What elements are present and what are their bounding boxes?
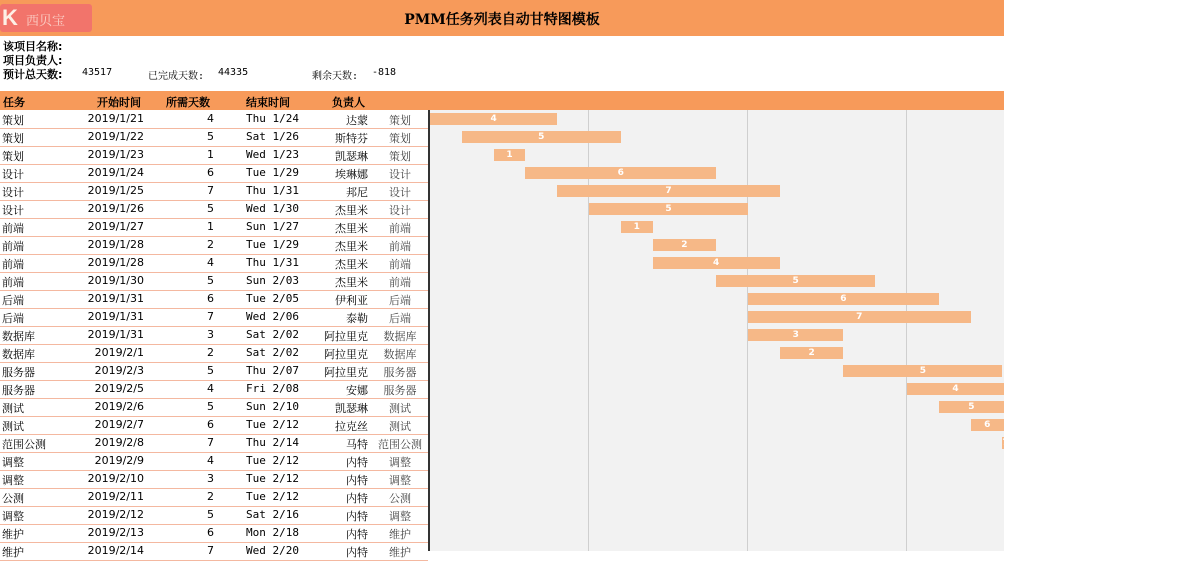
task-tag-cell: 后端 xyxy=(389,312,411,325)
end-date-cell: Sun 1/27 xyxy=(246,220,299,233)
done-days-value: 44335 xyxy=(218,67,249,78)
days-cell: 4 xyxy=(207,382,214,395)
task-tag-cell: 调整 xyxy=(389,456,411,469)
title-bar xyxy=(0,0,1004,36)
gantt-bar: 6 xyxy=(748,293,939,305)
table-row xyxy=(0,416,428,435)
table-row xyxy=(0,326,428,345)
end-date-cell: Thu 2/07 xyxy=(246,364,299,377)
task-cell: 后端 xyxy=(2,294,24,307)
end-date-cell: Tue 1/29 xyxy=(246,166,299,179)
owner-cell: 凯瑟琳 xyxy=(335,402,368,415)
task-cell: 策划 xyxy=(2,132,24,145)
task-tag-cell: 数据库 xyxy=(383,348,417,361)
table-row xyxy=(0,236,428,255)
owner-cell: 内特 xyxy=(346,510,368,523)
days-cell: 5 xyxy=(207,202,214,215)
task-tag-cell: 调整 xyxy=(389,510,411,523)
table-row xyxy=(0,290,428,309)
days-cell: 7 xyxy=(207,184,214,197)
task-tag-cell: 设计 xyxy=(389,186,411,199)
days-cell: 1 xyxy=(207,148,214,161)
days-cell: 4 xyxy=(207,112,214,125)
task-cell: 设计 xyxy=(2,204,24,217)
start-date-cell: 2019/2/9 xyxy=(94,454,144,467)
task-cell: 测试 xyxy=(2,402,24,415)
gantt-bar: 5 xyxy=(716,275,875,287)
table-row xyxy=(0,146,428,165)
task-cell: 维护 xyxy=(2,528,24,541)
gantt-bar: 5 xyxy=(462,131,621,143)
end-date-cell: Sun 2/03 xyxy=(246,274,299,287)
table-row xyxy=(0,398,428,417)
task-tag-cell: 服务器 xyxy=(383,366,417,379)
start-date-cell: 2019/1/26 xyxy=(87,202,144,215)
start-date-cell: 2019/2/11 xyxy=(87,490,144,503)
end-date-cell: Wed 1/23 xyxy=(246,148,299,161)
total-days-value: 43517 xyxy=(82,67,113,78)
days-cell: 7 xyxy=(207,310,214,323)
task-tag-cell: 范围公测 xyxy=(378,438,422,451)
gantt-bar: 2 xyxy=(653,239,717,251)
owner-cell: 内特 xyxy=(346,456,368,469)
owner-cell: 阿拉里克 xyxy=(324,366,368,379)
task-tag-cell: 测试 xyxy=(389,420,411,433)
owner-cell: 杰里米 xyxy=(335,258,368,271)
gantt-bar: 1 xyxy=(494,149,526,161)
owner-cell: 安娜 xyxy=(346,384,368,397)
task-tag-cell: 前端 xyxy=(389,240,411,253)
table-row xyxy=(0,110,428,129)
owner-cell: 内特 xyxy=(346,492,368,505)
task-cell: 设计 xyxy=(2,186,24,199)
owner-cell: 内特 xyxy=(346,546,368,559)
table-row xyxy=(0,128,428,147)
end-date-cell: Tue 2/12 xyxy=(246,418,299,431)
start-date-cell: 2019/2/13 xyxy=(87,526,144,539)
table-row xyxy=(0,254,428,273)
days-cell: 2 xyxy=(207,238,214,251)
end-date-cell: Sun 2/10 xyxy=(246,400,299,413)
start-date-cell: 2019/1/28 xyxy=(87,238,144,251)
gantt-gridline xyxy=(906,110,907,551)
gantt-bar: 4 xyxy=(430,113,557,125)
done-days-label: 已完成天数: xyxy=(148,71,205,82)
end-date-cell: Tue 1/29 xyxy=(246,238,299,251)
owner-cell: 埃琳娜 xyxy=(335,168,368,181)
task-tag-cell: 前端 xyxy=(389,222,411,235)
task-cell: 策划 xyxy=(2,114,24,127)
gantt-bar: 5 xyxy=(939,401,1004,413)
end-date-cell: Tue 2/12 xyxy=(246,454,299,467)
task-tag-cell: 设计 xyxy=(389,204,411,217)
gantt-bar: 4 xyxy=(907,383,1004,395)
task-tag-cell: 后端 xyxy=(389,294,411,307)
task-tag-cell: 公测 xyxy=(389,492,411,505)
owner-cell: 内特 xyxy=(346,474,368,487)
gantt-bar: 6 xyxy=(525,167,716,179)
days-cell: 2 xyxy=(207,346,214,359)
start-date-cell: 2019/2/8 xyxy=(94,436,144,449)
start-date-cell: 2019/2/3 xyxy=(94,364,144,377)
task-cell: 公测 xyxy=(2,492,24,505)
gantt-chart-area: 4 5 1 6 7 5 1 2 4 5 6 7 3 2 5 4 5 6 7 4 3 2 5 6 7 xyxy=(430,110,1004,551)
owner-cell: 邦尼 xyxy=(346,186,368,199)
task-cell: 调整 xyxy=(2,510,24,523)
task-tag-cell: 设计 xyxy=(389,168,411,181)
header-owner: 负责人 xyxy=(332,96,365,109)
task-cell: 调整 xyxy=(2,474,24,487)
task-cell: 范围公测 xyxy=(2,438,46,451)
start-date-cell: 2019/2/14 xyxy=(87,544,144,557)
end-date-cell: Fri 2/08 xyxy=(246,382,299,395)
task-tag-cell: 服务器 xyxy=(383,384,417,397)
gantt-bar: 5 xyxy=(589,203,748,215)
days-cell: 2 xyxy=(207,490,214,503)
table-row xyxy=(0,542,428,561)
gantt-bar: 6 xyxy=(971,419,1004,431)
days-cell: 7 xyxy=(207,544,214,557)
gantt-bar: 5 xyxy=(843,365,1002,377)
owner-cell: 斯特芬 xyxy=(335,132,368,145)
days-cell: 3 xyxy=(207,472,214,485)
days-cell: 6 xyxy=(207,418,214,431)
gantt-bar: 7 xyxy=(748,311,971,323)
days-cell: 3 xyxy=(207,328,214,341)
task-cell: 服务器 xyxy=(2,366,35,379)
owner-cell: 杰里米 xyxy=(335,240,368,253)
table-row xyxy=(0,506,428,525)
owner-cell: 泰勒 xyxy=(346,312,368,325)
owner-cell: 伊利亚 xyxy=(335,294,368,307)
gantt-bar: 4 xyxy=(653,257,780,269)
table-row xyxy=(0,308,428,327)
days-cell: 5 xyxy=(207,130,214,143)
owner-cell: 阿拉里克 xyxy=(324,348,368,361)
task-cell: 前端 xyxy=(2,258,24,271)
task-cell: 策划 xyxy=(2,150,24,163)
start-date-cell: 2019/1/31 xyxy=(87,328,144,341)
end-date-cell: Mon 2/18 xyxy=(246,526,299,539)
column-header-row xyxy=(0,91,1004,110)
start-date-cell: 2019/2/5 xyxy=(94,382,144,395)
end-date-cell: Thu 1/31 xyxy=(246,184,299,197)
project-name-label: 该项目名称: xyxy=(3,40,63,53)
project-info xyxy=(0,36,1004,90)
end-date-cell: Sat 2/02 xyxy=(246,346,299,359)
task-cell: 维护 xyxy=(2,546,24,559)
task-cell: 后端 xyxy=(2,312,24,325)
task-cell: 前端 xyxy=(2,276,24,289)
start-date-cell: 2019/1/25 xyxy=(87,184,144,197)
days-cell: 5 xyxy=(207,400,214,413)
task-tag-cell: 维护 xyxy=(389,546,411,559)
owner-cell: 阿拉里克 xyxy=(324,330,368,343)
start-date-cell: 2019/1/24 xyxy=(87,166,144,179)
table-row xyxy=(0,434,428,453)
task-cell: 测试 xyxy=(2,420,24,433)
header-days: 所需天数 xyxy=(166,96,210,109)
table-row xyxy=(0,164,428,183)
start-date-cell: 2019/1/31 xyxy=(87,292,144,305)
owner-cell: 杰里米 xyxy=(335,276,368,289)
header-start: 开始时间 xyxy=(97,96,141,109)
task-cell: 数据库 xyxy=(2,330,35,343)
task-cell: 前端 xyxy=(2,240,24,253)
days-cell: 4 xyxy=(207,256,214,269)
days-cell: 6 xyxy=(207,166,214,179)
end-date-cell: Sat 1/26 xyxy=(246,130,299,143)
owner-cell: 杰里米 xyxy=(335,204,368,217)
task-tag-cell: 维护 xyxy=(389,528,411,541)
days-cell: 6 xyxy=(207,526,214,539)
owner-cell: 达蒙 xyxy=(346,114,368,127)
logo-text: 西贝宝 xyxy=(26,14,66,29)
logo-k-icon: K xyxy=(2,5,18,30)
start-date-cell: 2019/1/27 xyxy=(87,220,144,233)
table-row xyxy=(0,344,428,363)
start-date-cell: 2019/2/10 xyxy=(87,472,144,485)
task-tag-cell: 测试 xyxy=(389,402,411,415)
task-cell: 服务器 xyxy=(2,384,35,397)
task-tag-cell: 数据库 xyxy=(383,330,417,343)
task-tag-cell: 策划 xyxy=(389,150,411,163)
owner-cell: 马特 xyxy=(346,438,368,451)
owner-cell: 凯瑟琳 xyxy=(335,150,368,163)
table-row xyxy=(0,272,428,291)
header-task: 任务 xyxy=(3,96,25,109)
end-date-cell: Thu 1/31 xyxy=(246,256,299,269)
start-date-cell: 2019/1/23 xyxy=(87,148,144,161)
table-row xyxy=(0,218,428,237)
task-tag-cell: 前端 xyxy=(389,276,411,289)
remain-days-label: 剩余天数: xyxy=(312,71,359,82)
end-date-cell: Thu 2/14 xyxy=(246,436,299,449)
table-row xyxy=(0,200,428,219)
start-date-cell: 2019/2/1 xyxy=(94,346,144,359)
days-cell: 6 xyxy=(207,292,214,305)
total-days-label: 预计总天数: xyxy=(3,68,63,81)
table-row xyxy=(0,488,428,507)
table-row xyxy=(0,362,428,381)
owner-cell: 内特 xyxy=(346,528,368,541)
days-cell: 5 xyxy=(207,364,214,377)
start-date-cell: 2019/1/22 xyxy=(87,130,144,143)
task-tag-cell: 前端 xyxy=(389,258,411,271)
table-row xyxy=(0,380,428,399)
days-cell: 5 xyxy=(207,508,214,521)
task-cell: 调整 xyxy=(2,456,24,469)
gantt-bar: 1 xyxy=(621,221,653,233)
owner-cell: 拉克丝 xyxy=(335,420,368,433)
sheet-title: PMM任务列表自动甘特图模板 xyxy=(404,12,600,28)
task-cell: 前端 xyxy=(2,222,24,235)
gantt-bar: 7 xyxy=(557,185,780,197)
end-date-cell: Tue 2/12 xyxy=(246,490,299,503)
remain-days-value: -818 xyxy=(372,67,397,78)
end-date-cell: Wed 2/06 xyxy=(246,310,299,323)
end-date-cell: Wed 2/20 xyxy=(246,544,299,557)
end-date-cell: Tue 2/12 xyxy=(246,472,299,485)
gantt-bar: 3 xyxy=(748,329,843,341)
task-tag-cell: 策划 xyxy=(389,132,411,145)
owner-cell: 杰里米 xyxy=(335,222,368,235)
task-cell: 数据库 xyxy=(2,348,35,361)
start-date-cell: 2019/1/21 xyxy=(87,112,144,125)
project-owner-label: 项目负责人: xyxy=(3,54,63,67)
task-cell: 设计 xyxy=(2,168,24,181)
days-cell: 7 xyxy=(207,436,214,449)
start-date-cell: 2019/2/12 xyxy=(87,508,144,521)
start-date-cell: 2019/1/31 xyxy=(87,310,144,323)
gantt-bar: 2 xyxy=(780,347,844,359)
watermark-logo xyxy=(0,4,92,32)
end-date-cell: Wed 1/30 xyxy=(246,202,299,215)
end-date-cell: Tue 2/05 xyxy=(246,292,299,305)
task-tag-cell: 调整 xyxy=(389,474,411,487)
table-row xyxy=(0,182,428,201)
start-date-cell: 2019/1/30 xyxy=(87,274,144,287)
days-cell: 1 xyxy=(207,220,214,233)
gantt-bar: 7 xyxy=(1002,438,1009,448)
end-date-cell: Sat 2/02 xyxy=(246,328,299,341)
task-tag-cell: 策划 xyxy=(389,114,411,127)
start-date-cell: 2019/2/6 xyxy=(94,400,144,413)
end-date-cell: Thu 1/24 xyxy=(246,112,299,125)
end-date-cell: Sat 2/16 xyxy=(246,508,299,521)
header-end: 结束时间 xyxy=(246,96,290,109)
days-cell: 5 xyxy=(207,274,214,287)
table-row xyxy=(0,452,428,471)
table-row xyxy=(0,470,428,489)
days-cell: 4 xyxy=(207,454,214,467)
start-date-cell: 2019/1/28 xyxy=(87,256,144,269)
start-date-cell: 2019/2/7 xyxy=(94,418,144,431)
table-row xyxy=(0,524,428,543)
